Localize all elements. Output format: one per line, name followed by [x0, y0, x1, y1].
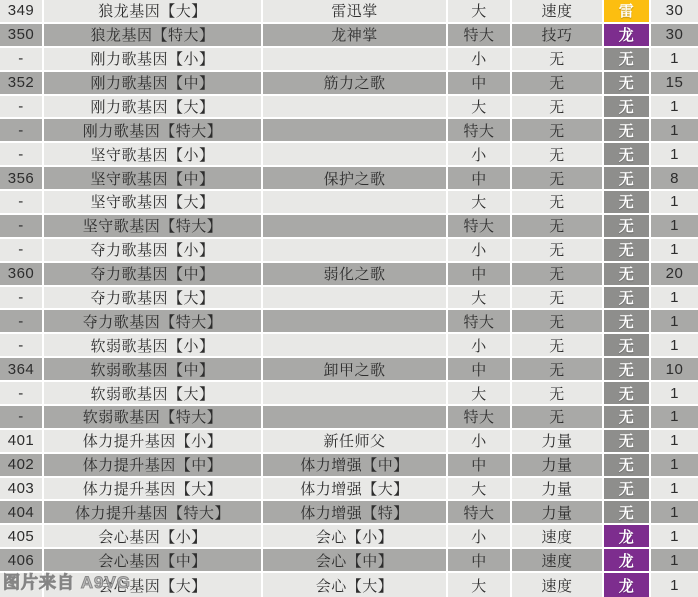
cell-size: 中 — [448, 72, 512, 96]
cell-gene-name: 刚力歌基因【特大】 — [44, 119, 263, 143]
cell-type: 无 — [512, 48, 604, 72]
cell-size: 小 — [448, 143, 512, 167]
cell-type: 力量 — [512, 454, 604, 478]
element-badge: 无 — [604, 501, 651, 525]
cell-skill-name — [263, 215, 448, 239]
cell-size: 小 — [448, 430, 512, 454]
cell-size: 大 — [448, 573, 512, 597]
cell-id: - — [0, 215, 44, 239]
cell-count: 1 — [651, 143, 698, 167]
cell-skill-name: 体力增强【大】 — [263, 478, 448, 502]
cell-gene-name: 软弱歌基因【大】 — [44, 382, 263, 406]
cell-skill-name: 筋力之歌 — [263, 72, 448, 96]
cell-size: 大 — [448, 382, 512, 406]
cell-count: 10 — [651, 358, 698, 382]
cell-skill-name: 会心【小】 — [263, 525, 448, 549]
cell-type: 无 — [512, 263, 604, 287]
cell-gene-name: 体力提升基因【小】 — [44, 430, 263, 454]
cell-count: 1 — [651, 478, 698, 502]
cell-id: 352 — [0, 72, 44, 96]
cell-id: - — [0, 239, 44, 263]
cell-gene-name: 坚守歌基因【中】 — [44, 167, 263, 191]
cell-size: 中 — [448, 167, 512, 191]
element-badge: 龙 — [604, 525, 651, 549]
cell-id: 402 — [0, 454, 44, 478]
cell-type: 速度 — [512, 573, 604, 597]
cell-size: 中 — [448, 454, 512, 478]
cell-type: 技巧 — [512, 24, 604, 48]
cell-count: 30 — [651, 0, 698, 24]
element-badge: 龙 — [604, 573, 651, 597]
element-badge: 无 — [604, 358, 651, 382]
cell-skill-name — [263, 310, 448, 334]
cell-type: 无 — [512, 215, 604, 239]
cell-type: 无 — [512, 239, 604, 263]
element-badge: 无 — [604, 334, 651, 358]
cell-type: 无 — [512, 334, 604, 358]
cell-gene-name: 体力提升基因【特大】 — [44, 501, 263, 525]
cell-count: 1 — [651, 525, 698, 549]
cell-count: 1 — [651, 573, 698, 597]
cell-skill-name — [263, 406, 448, 430]
cell-type: 无 — [512, 167, 604, 191]
cell-type: 无 — [512, 310, 604, 334]
element-badge: 无 — [604, 239, 651, 263]
cell-skill-name: 会心【中】 — [263, 549, 448, 573]
cell-count: 1 — [651, 406, 698, 430]
cell-type: 力量 — [512, 430, 604, 454]
cell-gene-name: 会心基因【中】 — [44, 549, 263, 573]
cell-count: 1 — [651, 334, 698, 358]
cell-count: 1 — [651, 239, 698, 263]
cell-type: 无 — [512, 119, 604, 143]
cell-id: - — [0, 287, 44, 311]
element-badge: 无 — [604, 287, 651, 311]
cell-skill-name: 会心【大】 — [263, 573, 448, 597]
cell-count: 1 — [651, 119, 698, 143]
cell-id: - — [0, 310, 44, 334]
cell-id: 350 — [0, 24, 44, 48]
cell-skill-name — [263, 96, 448, 120]
cell-skill-name — [263, 48, 448, 72]
cell-skill-name — [263, 287, 448, 311]
cell-type: 无 — [512, 382, 604, 406]
cell-gene-name: 软弱歌基因【小】 — [44, 334, 263, 358]
cell-size: 小 — [448, 239, 512, 263]
cell-skill-name — [263, 143, 448, 167]
cell-size: 大 — [448, 287, 512, 311]
cell-type: 无 — [512, 72, 604, 96]
element-badge: 无 — [604, 263, 651, 287]
cell-gene-name: 狼龙基因【特大】 — [44, 24, 263, 48]
cell-gene-name: 坚守歌基因【特大】 — [44, 215, 263, 239]
cell-gene-name: 软弱歌基因【特大】 — [44, 406, 263, 430]
cell-size: 特大 — [448, 119, 512, 143]
cell-id: - — [0, 406, 44, 430]
cell-id: 364 — [0, 358, 44, 382]
cell-skill-name: 新任师父 — [263, 430, 448, 454]
element-badge: 龙 — [604, 24, 651, 48]
cell-count: 1 — [651, 48, 698, 72]
cell-skill-name: 保护之歌 — [263, 167, 448, 191]
cell-size: 大 — [448, 191, 512, 215]
cell-count: 15 — [651, 72, 698, 96]
cell-count: 1 — [651, 430, 698, 454]
cell-count: 30 — [651, 24, 698, 48]
cell-count: 8 — [651, 167, 698, 191]
cell-gene-name: 刚力歌基因【大】 — [44, 96, 263, 120]
element-badge: 无 — [604, 72, 651, 96]
cell-id — [0, 573, 44, 597]
cell-type: 无 — [512, 358, 604, 382]
cell-gene-name: 体力提升基因【中】 — [44, 454, 263, 478]
element-badge: 无 — [604, 167, 651, 191]
cell-type: 无 — [512, 287, 604, 311]
cell-type: 无 — [512, 96, 604, 120]
cell-skill-name: 雷迅掌 — [263, 0, 448, 24]
cell-count: 1 — [651, 454, 698, 478]
cell-skill-name — [263, 382, 448, 406]
element-badge: 无 — [604, 454, 651, 478]
cell-skill-name: 卸甲之歌 — [263, 358, 448, 382]
element-badge: 无 — [604, 215, 651, 239]
cell-type: 无 — [512, 191, 604, 215]
cell-id: - — [0, 191, 44, 215]
cell-count: 1 — [651, 287, 698, 311]
cell-gene-name: 坚守歌基因【小】 — [44, 143, 263, 167]
cell-size: 特大 — [448, 406, 512, 430]
cell-size: 特大 — [448, 310, 512, 334]
cell-gene-name: 夺力歌基因【小】 — [44, 239, 263, 263]
cell-type: 无 — [512, 406, 604, 430]
cell-id: 405 — [0, 525, 44, 549]
cell-size: 大 — [448, 0, 512, 24]
cell-skill-name: 弱化之歌 — [263, 263, 448, 287]
cell-gene-name: 刚力歌基因【小】 — [44, 48, 263, 72]
cell-gene-name: 夺力歌基因【中】 — [44, 263, 263, 287]
cell-id: 401 — [0, 430, 44, 454]
cell-gene-name: 会心基因【小】 — [44, 525, 263, 549]
cell-id: - — [0, 143, 44, 167]
cell-gene-name: 夺力歌基因【大】 — [44, 287, 263, 311]
cell-size: 特大 — [448, 24, 512, 48]
element-badge: 雷 — [604, 0, 651, 24]
cell-skill-name — [263, 119, 448, 143]
cell-size: 中 — [448, 263, 512, 287]
watermark: 图片来自 A9VG — [3, 573, 132, 592]
cell-id: - — [0, 48, 44, 72]
cell-type: 速度 — [512, 549, 604, 573]
cell-gene-name: 夺力歌基因【特大】 — [44, 310, 263, 334]
cell-id: - — [0, 382, 44, 406]
element-badge: 无 — [604, 96, 651, 120]
element-badge: 无 — [604, 191, 651, 215]
cell-id: - — [0, 119, 44, 143]
cell-size: 大 — [448, 478, 512, 502]
cell-size: 中 — [448, 358, 512, 382]
cell-count: 1 — [651, 191, 698, 215]
cell-size: 特大 — [448, 215, 512, 239]
cell-skill-name — [263, 191, 448, 215]
element-badge: 无 — [604, 430, 651, 454]
cell-skill-name: 体力增强【特】 — [263, 501, 448, 525]
element-badge: 无 — [604, 406, 651, 430]
cell-skill-name — [263, 239, 448, 263]
element-badge: 无 — [604, 143, 651, 167]
cell-gene-name: 坚守歌基因【大】 — [44, 191, 263, 215]
cell-count: 1 — [651, 549, 698, 573]
cell-count: 1 — [651, 382, 698, 406]
cell-id: - — [0, 96, 44, 120]
cell-size: 小 — [448, 525, 512, 549]
cell-id: 403 — [0, 478, 44, 502]
cell-size: 中 — [448, 549, 512, 573]
cell-size: 小 — [448, 334, 512, 358]
cell-skill-name: 体力增强【中】 — [263, 454, 448, 478]
cell-count: 1 — [651, 310, 698, 334]
cell-id: 404 — [0, 501, 44, 525]
cell-count: 1 — [651, 96, 698, 120]
cell-type: 力量 — [512, 478, 604, 502]
cell-gene-name: 刚力歌基因【中】 — [44, 72, 263, 96]
cell-type: 力量 — [512, 501, 604, 525]
cell-count: 1 — [651, 215, 698, 239]
cell-id: 356 — [0, 167, 44, 191]
cell-type: 无 — [512, 143, 604, 167]
cell-id: 349 — [0, 0, 44, 24]
cell-id: 360 — [0, 263, 44, 287]
element-badge: 无 — [604, 48, 651, 72]
cell-gene-name: 体力提升基因【大】 — [44, 478, 263, 502]
cell-size: 大 — [448, 96, 512, 120]
cell-id: - — [0, 334, 44, 358]
cell-gene-name: 会心基因【大】 — [44, 573, 263, 597]
cell-type: 速度 — [512, 525, 604, 549]
element-badge: 无 — [604, 382, 651, 406]
cell-gene-name: 软弱歌基因【中】 — [44, 358, 263, 382]
cell-size: 小 — [448, 48, 512, 72]
cell-count: 1 — [651, 501, 698, 525]
element-badge: 无 — [604, 310, 651, 334]
cell-skill-name — [263, 334, 448, 358]
element-badge: 无 — [604, 119, 651, 143]
cell-gene-name: 狼龙基因【大】 — [44, 0, 263, 24]
cell-size: 特大 — [448, 501, 512, 525]
element-badge: 龙 — [604, 549, 651, 573]
cell-id: 406 — [0, 549, 44, 573]
cell-skill-name: 龙神掌 — [263, 24, 448, 48]
cell-count: 20 — [651, 263, 698, 287]
cell-type: 速度 — [512, 0, 604, 24]
element-badge: 无 — [604, 478, 651, 502]
